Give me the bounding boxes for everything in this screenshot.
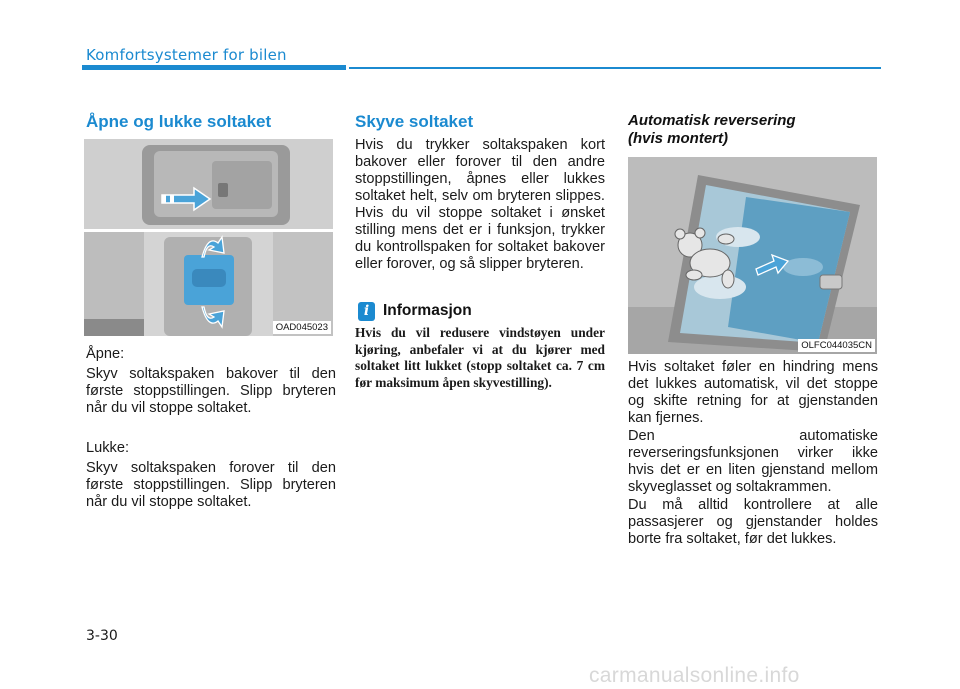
auto-reverse-illustration xyxy=(628,157,877,354)
close-text: Skyv soltakspaken forover til den første stoppstillingen. Slipp bryteren når du vil stoppe soltaket. xyxy=(86,460,336,510)
section-title: Komfortsystemer for bilen xyxy=(86,46,287,64)
info-title: Informasjon xyxy=(383,302,472,319)
auto-reverse-p1: Hvis soltaket føler en hindring mens det lukkes automatisk, vil det stoppe og skifte retning for at gjenstanden kan fjernes. xyxy=(628,359,878,426)
open-text: Skyv soltakspaken bakover til den første stoppstillingen. Slipp bryteren når du vil stoppe soltaket. xyxy=(86,366,336,416)
heading-slide-sunroof: Skyve soltaket xyxy=(355,112,474,131)
open-label: Åpne: xyxy=(86,346,125,362)
heading-auto-reverse-sub: (hvis montert) xyxy=(628,130,729,147)
heading-open-close: Åpne og lukke soltaket xyxy=(86,112,272,131)
image-code-olfc044035cn: OLFC044035CN xyxy=(798,339,875,352)
auto-reverse-image xyxy=(628,157,877,354)
info-text: Hvis du vil redusere vindstøyen under kjøring, anbefaler vi at du kjører med soltaket litt lukket (stopp soltaket ca. 7 cm før maksimum åpen skyvestilling). xyxy=(355,325,605,390)
sunroof-switch-image xyxy=(84,139,333,336)
watermark: carmanualsonline.info xyxy=(589,664,800,687)
header-rule-thick xyxy=(82,65,346,70)
slide-text: Hvis du trykker soltakspaken kort bakover eller forover til den andre stoppstillingen, åpnes eller lukkes soltaket helt, selv om bryteren slippes. Hvis du vil stoppe soltaket i ønsket stilling mens det er i funksjon, trykker du kontrollspaken for soltaket bakover eller forover, og så slipper bryteren. xyxy=(355,137,605,272)
sunroof-switch-illustration xyxy=(84,139,333,336)
auto-reverse-p2: Den automatiske reverseringsfunksjonen virker ikke hvis det er en liten gjenstand mellom skyveglasset og soltakrammen. xyxy=(628,428,878,495)
image-code-oad045023: OAD045023 xyxy=(273,321,331,334)
info-icon: i xyxy=(358,302,375,321)
header-rule-thin xyxy=(349,67,881,69)
page-number: 3-30 xyxy=(86,628,118,644)
heading-auto-reverse: Automatisk reversering xyxy=(628,112,796,129)
close-label: Lukke: xyxy=(86,440,129,456)
auto-reverse-p3: Du må alltid kontrollere at alle passasjerer og gjenstander holdes borte fra soltaket, før det lukkes. xyxy=(628,497,878,547)
